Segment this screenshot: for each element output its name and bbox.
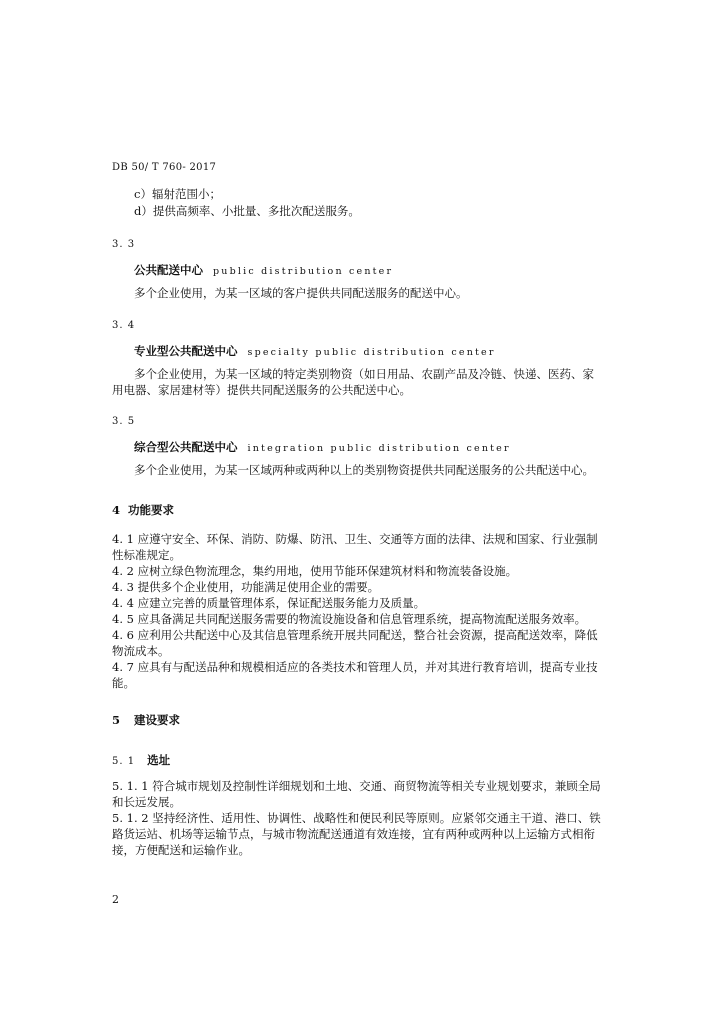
section-number: 4 (112, 503, 121, 517)
clause-number-3-3: 3. 3 (112, 239, 136, 250)
term-definition-3-4-line2: 用电器、家居建材等）提供共同配送服务的公共配送中心。 (112, 383, 411, 397)
term-heading-3-5 (134, 439, 511, 457)
term-cn: 综合型公共配送中心 (134, 440, 238, 454)
document-id-header: DB 50/ T 760- 2017 (112, 162, 217, 173)
list-item-d: d）提供高频率、小批量、多批次配送服务。 (134, 204, 360, 218)
subsection-heading-5-1 (112, 752, 170, 770)
clause-number-3-4: 3. 4 (112, 320, 136, 331)
term-en: specialty public distribution center (247, 347, 496, 358)
term-definition-3-3: 多个企业使用，为某一区域的客户提供共同配送服务的配送中心。 (134, 286, 468, 300)
term-cn: 专业型公共配送中心 (134, 344, 238, 358)
clause-4-1-line1: 4. 1 应遵守安全、环保、消防、防爆、防汛、卫生、交通等方面的法律、法规和国家、行业强制 (112, 532, 598, 546)
clause-number-3-5: 3. 5 (112, 416, 136, 427)
term-definition-3-5: 多个企业使用，为某一区域两种或两种以上的类别物资提供共同配送服务的公共配送中心。 (134, 463, 594, 477)
clause-4-3: 4. 3 提供多个企业使用，功能满足使用企业的需要。 (112, 580, 380, 594)
section-heading-4 (112, 502, 174, 518)
term-heading-3-4 (134, 343, 496, 361)
term-cn: 公共配送中心 (134, 263, 203, 277)
term-definition-3-4-line1: 多个企业使用，为某一区域的特定类别物资（如日用品、农副产品及冷链、快递、医药、家 (134, 367, 594, 381)
term-en: public distribution center (213, 266, 394, 277)
clause-5-1-2-line2: 路货运站、机场等运输节点，与城市物流配送通道有效连接，宜有两种或两种以上运输方式相衔 (112, 827, 595, 841)
term-en: integration public distribution center (247, 443, 511, 454)
clause-4-7-line2: 能。 (112, 676, 135, 690)
section-heading-5 (112, 712, 180, 728)
clause-5-1-1-line2: 和长远发展。 (112, 795, 181, 809)
section-number: 5 (112, 713, 121, 727)
term-heading-3-3 (134, 262, 393, 280)
list-item-c: c）辐射范围小； (134, 187, 221, 201)
clause-4-2: 4. 2 应树立绿色物流理念，集约用地，使用节能环保建筑材料和物流装备设施。 (112, 564, 518, 578)
page-number: 2 (112, 893, 119, 906)
clause-4-6-line2: 物流成本。 (112, 644, 170, 658)
subsection-number: 5. 1 (112, 756, 136, 767)
clause-5-1-2-line3: 接，方便配送和运输作业。 (112, 843, 250, 857)
clause-4-7-line1: 4. 7 应具有与配送品种和规模相适应的各类技术和管理人员，并对其进行教育培训，提高专业技 (112, 660, 598, 674)
section-title: 建设要求 (134, 713, 181, 727)
clause-5-1-1-line1: 5. 1. 1 符合城市规划及控制性详细规划和土地、交通、商贸物流等相关专业规划要求，兼顾全局 (112, 779, 601, 793)
clause-4-6-line1: 4. 6 应利用公共配送中心及其信息管理系统开展共同配送，整合社会资源，提高配送效率，降低 (112, 628, 598, 642)
subsection-title: 选址 (147, 753, 171, 767)
clause-4-5: 4. 5 应具备满足共同配送服务需要的物流设施设备和信息管理系统，提高物流配送服务效率。 (112, 612, 587, 626)
clause-5-1-2-line1: 5. 1. 2 坚持经济性、适用性、协调性、战略性和便民利民等原则。应紧邻交通主干道、港口、铁 (112, 811, 601, 825)
clause-4-4: 4. 4 应建立完善的质量管理体系，保证配送服务能力及质量。 (112, 596, 426, 610)
section-title: 功能要求 (128, 503, 175, 517)
clause-4-1-line2: 性标准规定。 (112, 548, 181, 562)
